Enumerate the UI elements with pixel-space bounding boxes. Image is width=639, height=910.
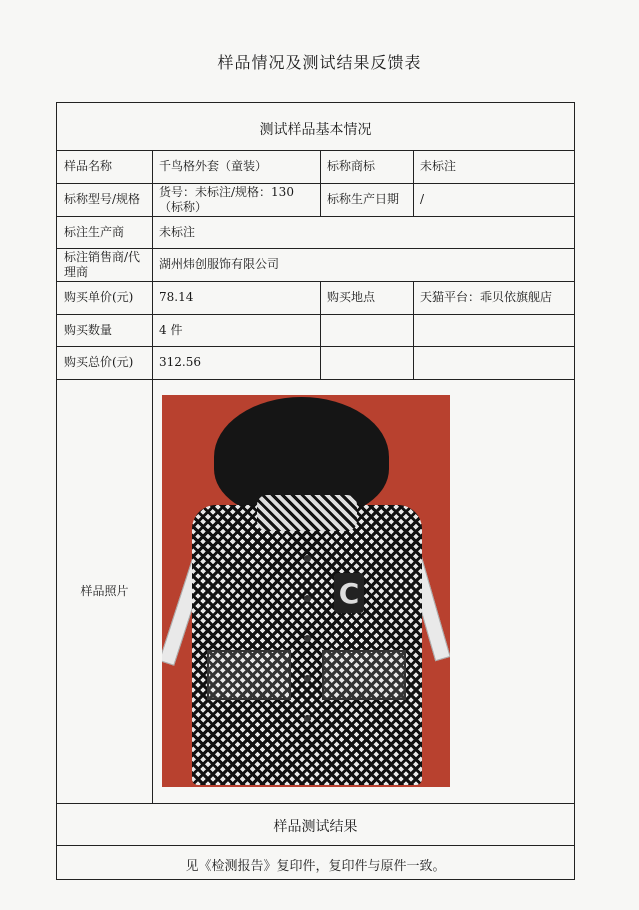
document-title: 样品情况及测试结果反馈表 [217, 53, 422, 72]
sample-name-value: 千鸟格外套（童装） [159, 159, 268, 173]
quantity-label: 购买数量 [64, 322, 113, 337]
result-text: 见《检测报告》复印件，复印件与原件一致。 [185, 859, 446, 874]
unit-price-label: 购买单价(元) [64, 290, 134, 304]
seller-value: 湖州炜创服饰有限公司 [159, 257, 280, 271]
sample-name-label: 样品名称 [64, 159, 113, 173]
section-result-title: 样品测试结果 [273, 819, 358, 835]
manufacturer-value: 未标注 [159, 224, 196, 239]
seller-label: 标注销售商/代理商 [64, 249, 141, 279]
jacket-button [304, 635, 311, 642]
feedback-table [56, 102, 575, 880]
jacket-button [304, 555, 311, 562]
letter-c-patch: C [334, 573, 364, 613]
jacket-button [304, 715, 311, 722]
right-pocket [322, 650, 406, 700]
brand-value: 未标注 [420, 159, 457, 173]
unit-price-value: 78.14 [159, 290, 194, 304]
left-pocket [207, 650, 291, 700]
purchase-place-label: 购买地点 [327, 290, 376, 304]
total-price-label: 购买总价(元) [64, 355, 134, 369]
model-spec-value: 货号：未标注/规格：130（标称） [159, 184, 294, 214]
quantity-value: 4 件 [159, 322, 183, 337]
production-date-label: 标称生产日期 [327, 192, 400, 206]
jacket-button [304, 675, 311, 682]
manufacturer-label: 标注生产商 [64, 224, 125, 239]
jacket-button [304, 595, 311, 602]
purchase-place-value: 天猫平台：乖贝依旗舰店 [420, 290, 553, 304]
houndstooth-jacket [192, 505, 422, 785]
jacket-collar [257, 495, 357, 531]
section-basic-title: 测试样品基本情况 [259, 122, 372, 138]
total-price-value: 312.56 [159, 355, 201, 369]
brand-label: 标称商标 [327, 159, 376, 173]
production-date-value: / [420, 192, 425, 206]
model-spec-label: 标称型号/规格 [64, 192, 141, 206]
sample-photo-label: 样品照片 [80, 583, 129, 598]
sample-photo [162, 395, 450, 787]
